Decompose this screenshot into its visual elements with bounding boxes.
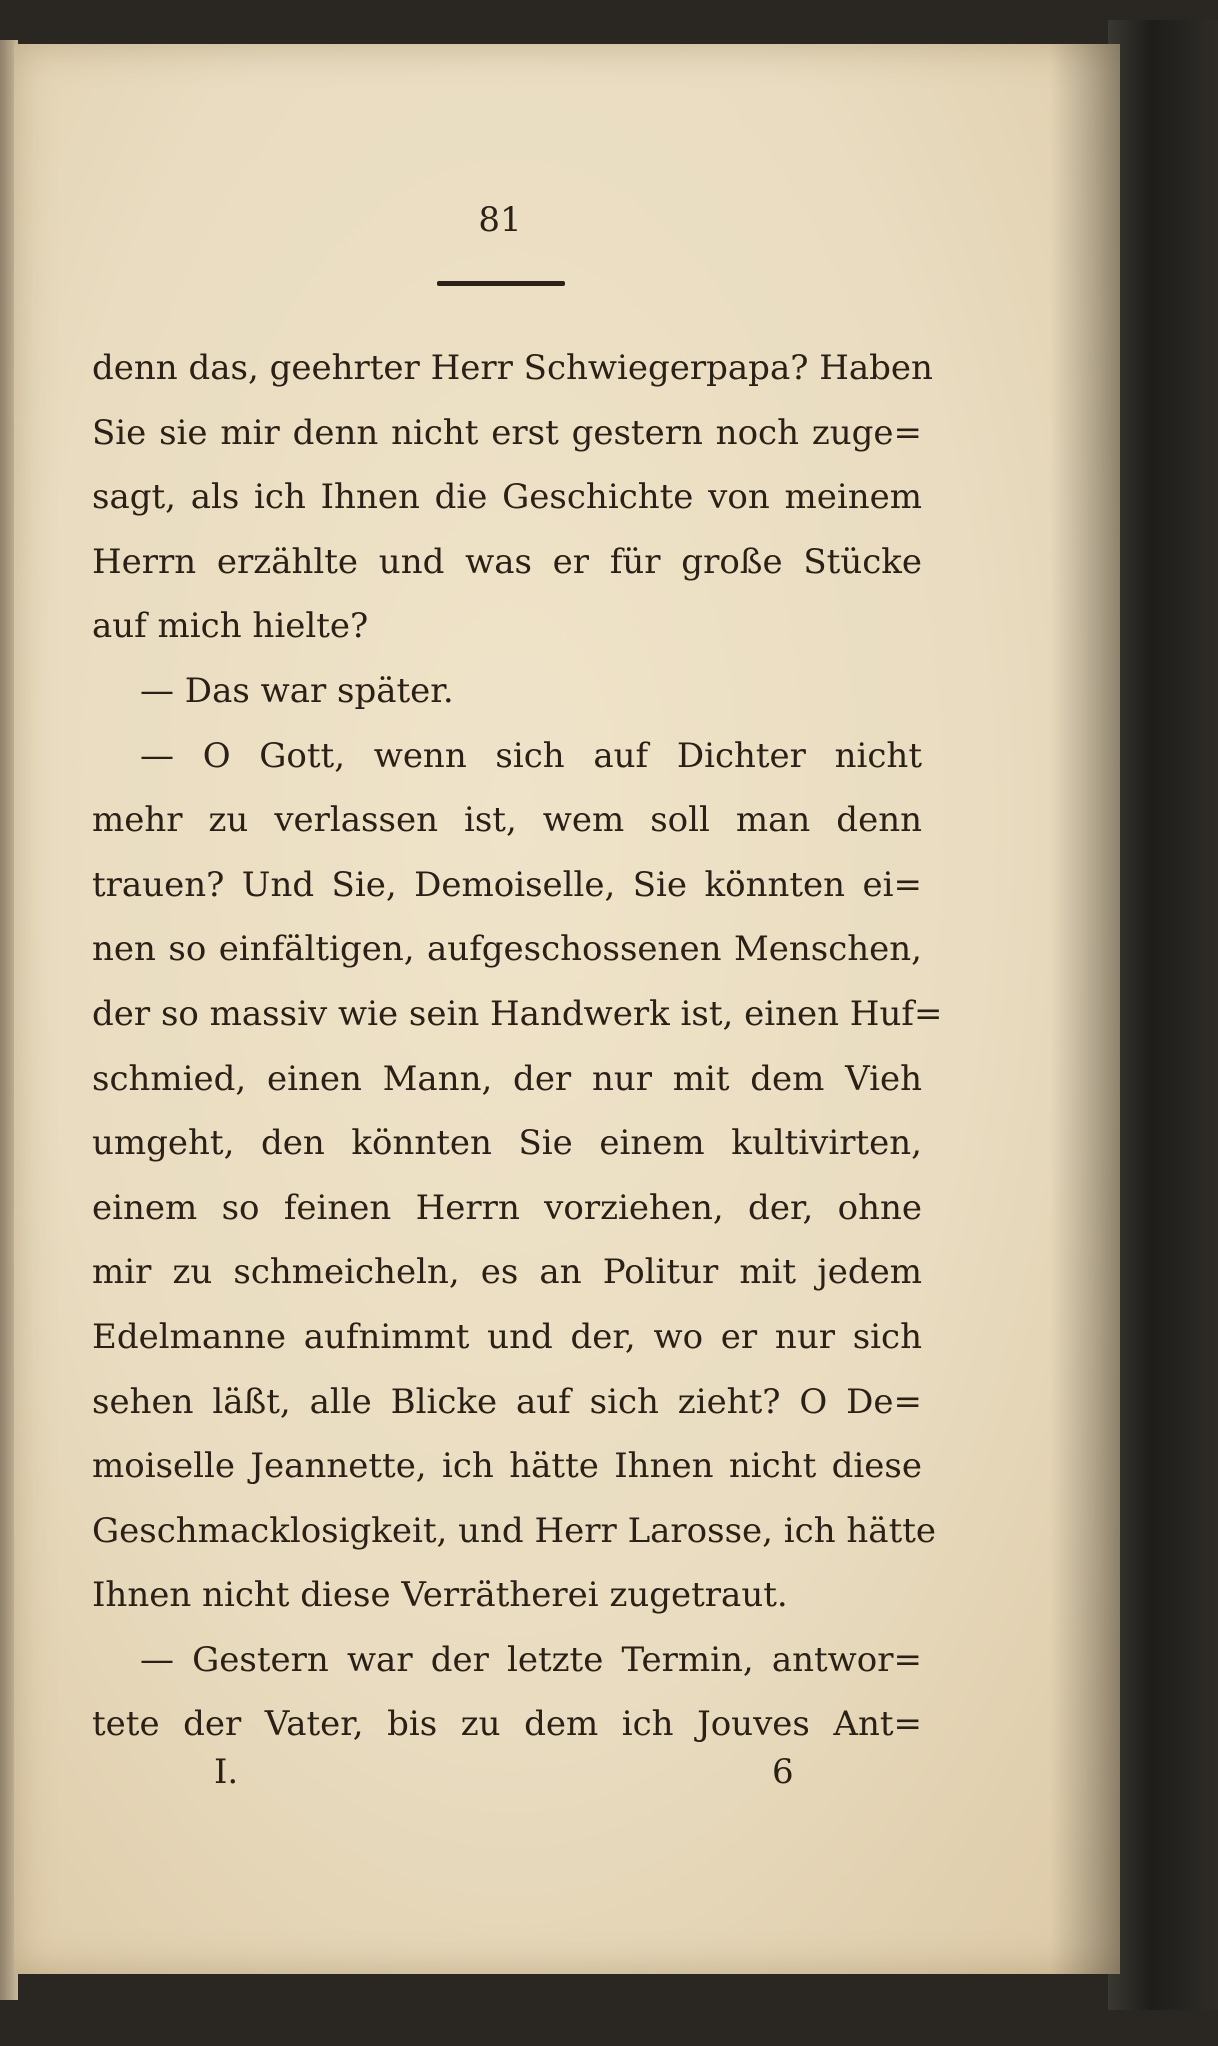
- text-line: sehen läßt, alle Blicke auf sich zieht? O De=: [92, 1381, 922, 1422]
- sheet-number: 6: [772, 1752, 794, 1792]
- text-line: umgeht, den könnten Sie einem kultivirten,: [92, 1123, 922, 1164]
- text-line: nen so einfältigen, aufgeschossenen Menschen,: [92, 929, 922, 970]
- text-line: tete der Vater, bis zu dem ich Jouves Ant=: [92, 1704, 922, 1745]
- text-line: mehr zu verlassen ist, wem soll man denn: [92, 800, 922, 841]
- page-gutter-shadow: [1050, 44, 1120, 1974]
- text-line: trauen? Und Sie, Demoiselle, Sie könnten ei=: [92, 864, 922, 905]
- text-line: mir zu schmeicheln, es an Politur mit jedem: [92, 1252, 922, 1293]
- text-line: — O Gott, wenn sich auf Dichter nicht: [140, 735, 922, 776]
- text-line: Herrn erzählte und was er für große Stücke: [92, 541, 922, 582]
- text-line: Sie sie mir denn nicht erst gestern noch zuge=: [92, 412, 922, 453]
- text-line: der so massiv wie sein Handwerk ist, einen Huf=: [92, 993, 943, 1034]
- text-line: Geschmacklosigkeit, und Herr Larosse, ich hätte: [92, 1510, 937, 1551]
- book-binding: [1108, 20, 1218, 2010]
- text-line: — Das war später.: [140, 670, 454, 711]
- text-line: schmied, einen Mann, der nur mit dem Vieh: [92, 1058, 922, 1099]
- text-line: denn das, geehrter Herr Schwiegerpapa? Haben: [92, 348, 933, 388]
- text-line: Ihnen nicht diese Verrätherei zugetraut.: [92, 1575, 788, 1616]
- signature-mark: I.: [214, 1752, 239, 1792]
- text-line: — Gestern war der letzte Termin, antwor=: [140, 1639, 922, 1680]
- text-line: einem so feinen Herrn vorziehen, der, ohne: [92, 1187, 922, 1228]
- text-line: auf mich hielte?: [92, 606, 369, 647]
- header-rule: [437, 281, 565, 286]
- text-line: Edelmanne aufnimmt und der, wo er nur sich: [92, 1316, 922, 1357]
- body-text: [92, 336, 943, 1757]
- page-number: 81: [478, 200, 522, 240]
- text-line: sagt, als ich Ihnen die Geschichte von meinem: [92, 477, 922, 518]
- text-line: moiselle Jeannette, ich hätte Ihnen nicht diese: [92, 1446, 922, 1487]
